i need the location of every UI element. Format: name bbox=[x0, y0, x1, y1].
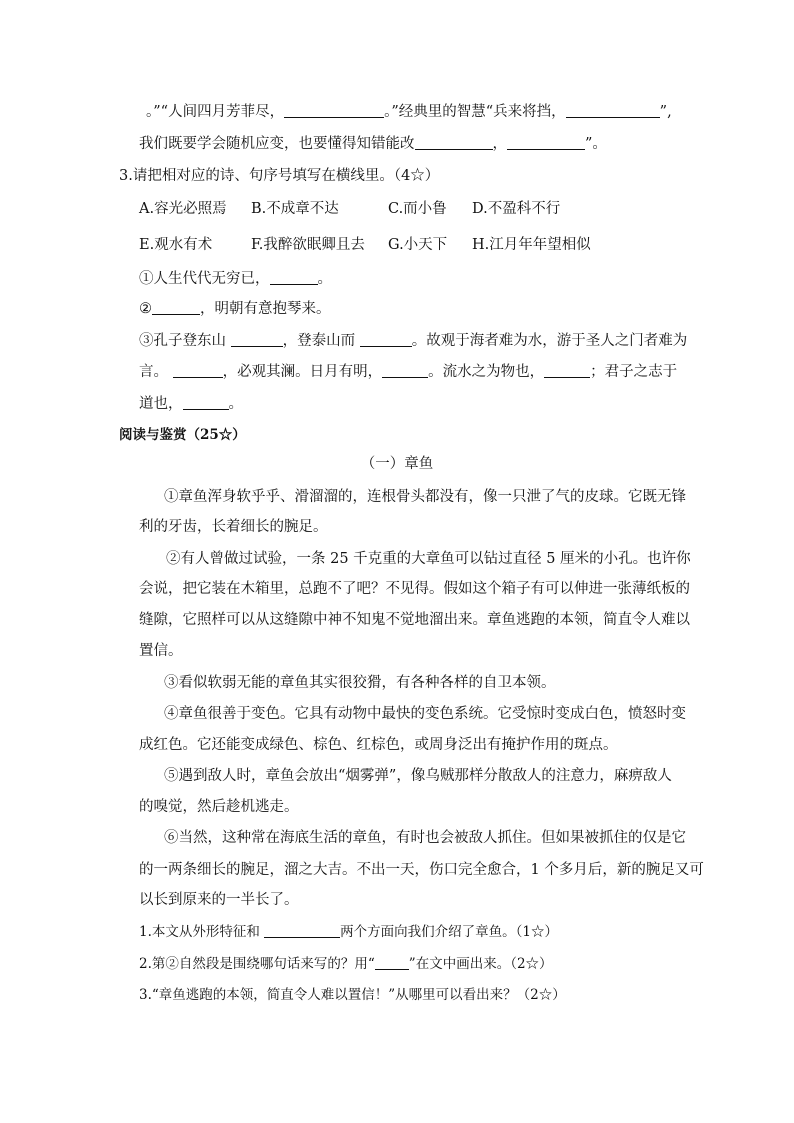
option-a: A.容光必照焉 bbox=[139, 201, 227, 217]
sentence-2: ② ，明朝有意抱琴来。 bbox=[139, 301, 331, 317]
option-d: D.不盈科不行 bbox=[472, 201, 561, 217]
paragraph-4: ④章鱼很善于变色。它具有动物中最快的变色系统。它受惊时变成白色，愤怒时变 bbox=[164, 706, 686, 722]
paragraph-6: ⑥当然，这种常在海底生活的章鱼，有时也会被敌人抓住。但如果被抓住的仅是它 bbox=[164, 830, 686, 846]
question-1: 1.本文从外形特征和 两个方面向我们介绍了章鱼。（1☆） bbox=[139, 924, 559, 940]
question-2: 2.第②自然段是围绕哪句话来写的？用“ ”在文中画出来。（2☆） bbox=[139, 956, 553, 972]
answer-blank[interactable] bbox=[183, 395, 229, 410]
answer-blank[interactable] bbox=[270, 270, 318, 285]
option-b: B.不成章不达 bbox=[251, 201, 339, 217]
paragraph-5: 的嗅觉，然后趁机逃走。 bbox=[139, 799, 299, 815]
question-3-title: 3.请把相对应的诗、句序号填写在横线里。（4☆） bbox=[119, 168, 440, 184]
paragraph-1: ①章鱼浑身软乎乎、滑溜溜的，连根骨头都没有，像一只泄了气的皮球。它既无锋 bbox=[164, 489, 686, 505]
paragraph-4: 成红色。它还能变成绿色、棕色、红棕色，或周身泛出有掩护作用的斑点。 bbox=[139, 737, 618, 753]
answer-blank[interactable] bbox=[284, 103, 384, 118]
paragraph-2: 缝隙，它照样可以从这缝隙中神不知鬼不觉地溜出来。章鱼逃跑的本领，简直令人难以 bbox=[139, 612, 690, 628]
sentence-1: ①人生代代无穷已， 。 bbox=[139, 271, 332, 287]
top-line-1: 。”“人间四月芳菲尽， 。”经典里的智慧“兵来将挡， ”, bbox=[146, 104, 672, 120]
option-e: E.观水有术 bbox=[139, 237, 213, 253]
option-g: G.小天下 bbox=[388, 237, 448, 253]
paragraph-1: 利的牙齿，长着细长的腕足。 bbox=[139, 519, 328, 535]
underline-mark bbox=[375, 955, 409, 970]
paragraph-5: ⑤遇到敌人时，章鱼会放出“烟雾弹”，像乌贼那样分散敌人的注意力，麻痹敌人 bbox=[164, 768, 672, 784]
sentence-3-line-3: 道也， 。 bbox=[139, 396, 243, 412]
paragraph-6: 的一两条细长的腕足，溜之大吉。不出一天，伤口完全愈合，1 个多月后，新的腕足又可 bbox=[139, 862, 704, 878]
option-c: C.而小鲁 bbox=[388, 201, 447, 217]
section-heading: 阅读与鉴赏（25☆） bbox=[119, 427, 246, 443]
paragraph-6: 以长到原来的一半长了。 bbox=[139, 892, 299, 908]
answer-blank[interactable] bbox=[360, 332, 412, 347]
paragraph-2: 置信。 bbox=[139, 643, 183, 659]
paragraph-2: ②有人曾做过试验，一条 25 千克重的大章鱼可以钻过直径 5 厘米的小孔。也许你 bbox=[166, 551, 691, 567]
answer-blank[interactable] bbox=[544, 363, 590, 378]
answer-blank[interactable] bbox=[382, 363, 428, 378]
option-h: H.江月年年望相似 bbox=[472, 237, 591, 253]
question-3: 3.“章鱼逃跑的本领，简直令人难以置信！”从哪里可以看出来？（2☆） bbox=[139, 987, 566, 1003]
passage-title: （一）章鱼 bbox=[360, 456, 434, 472]
answer-blank[interactable] bbox=[231, 332, 283, 347]
answer-blank[interactable] bbox=[507, 135, 585, 150]
paragraph-2: 会说，把它装在木箱里，总跑不了吧？不见得。假如这个箱子有可以伸进一张薄纸板的 bbox=[139, 581, 690, 597]
sentence-3-line-1: ③孔子登东山 ，登泰山而 。故观于海者难为水，游于圣人之门者难为 bbox=[139, 333, 688, 349]
top-line-2: 我们既要学会随机应变，也要懂得知错能改 ， ”。 bbox=[139, 136, 607, 152]
answer-blank[interactable] bbox=[566, 103, 660, 118]
answer-blank[interactable] bbox=[173, 363, 223, 378]
answer-blank[interactable] bbox=[264, 923, 340, 938]
answer-blank[interactable] bbox=[152, 300, 200, 315]
option-f: F.我醉欲眠卿且去 bbox=[251, 237, 365, 253]
answer-blank[interactable] bbox=[415, 135, 493, 150]
paragraph-3: ③看似软弱无能的章鱼其实很狡猾，有各种各样的自卫本领。 bbox=[164, 675, 556, 691]
sentence-3-line-2: 言。 ，必观其澜。日月有明， 。流水之为物也， ；君子之志于 bbox=[139, 364, 678, 380]
